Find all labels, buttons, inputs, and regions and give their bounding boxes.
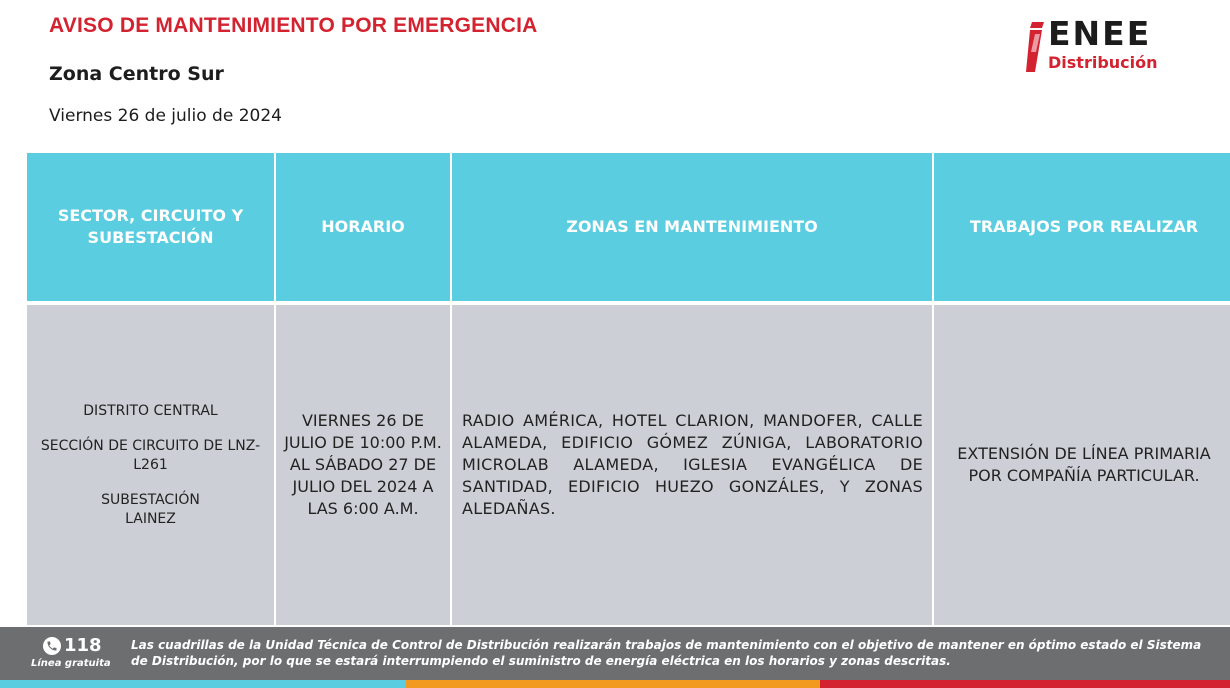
enee-logo-mark-icon [1026, 22, 1044, 72]
logo-brand: ENEE [1048, 14, 1152, 53]
sector-circuit: SECCIÓN DE CIRCUITO DE LNZ-L261 [40, 437, 261, 473]
zone-title: Zona Centro Sur [49, 63, 224, 85]
header-works: TRABAJOS POR REALIZAR [934, 153, 1230, 301]
cell-schedule [276, 305, 450, 625]
logo-subtitle: Distribución [1048, 53, 1158, 72]
schedule-text: VIERNES 26 DE JULIO DE 10:00 P.M. AL SÁBADO 27 DE JULIO DEL 2024 A LAS 6:00 A.M. [284, 411, 442, 518]
color-bar-cyan [0, 680, 406, 688]
phone-icon [43, 637, 61, 655]
color-bar-orange [406, 680, 820, 688]
cell-works [934, 305, 1230, 625]
hotline-number: 118 [64, 635, 102, 656]
notice-title: AVISO DE MANTENIMIENTO POR EMERGENCIA [49, 14, 538, 37]
maintenance-table [27, 153, 1230, 625]
header-sector: SECTOR, CIRCUITO Y SUBESTACIÓN [27, 153, 274, 301]
hotline [30, 635, 110, 675]
sector-substation: SUBESTACIÓN LAINEZ [101, 491, 200, 527]
date-line: Viernes 26 de julio de 2024 [49, 106, 282, 126]
sector-district: DISTRITO CENTRAL [83, 402, 218, 419]
color-bar-red [820, 680, 1230, 688]
header-schedule: HORARIO [276, 153, 450, 301]
footer [0, 627, 1230, 680]
zones-text: RADIO AMÉRICA, HOTEL CLARION, MANDOFER, CALLE ALAMEDA, EDIFICIO GÓMEZ ZÚNIGA, LABORATORIO MICROLAB ALAMEDA, IGLESIA EVANGÉLICA DE SANTIDAD, EDIFICIO HUEZO GONZÁLES, Y ZONAS ALEDAÑAS. [462, 411, 923, 518]
works-text: EXTENSIÓN DE LÍNEA PRIMARIA POR COMPAÑÍA PARTICULAR. [957, 444, 1211, 485]
cell-sector [27, 305, 274, 625]
footer-text: Las cuadrillas de la Unidad Técnica de Control de Distribución realizarán trabajos de mantenimiento con el objetivo de mantener en óptimo estado el Sistema de Distribución, por lo que se estará interrumpiendo el suministro de energía eléctrica en los horarios y zonas descritas. [131, 638, 1202, 668]
hotline-label: Línea gratuita [31, 658, 111, 669]
header-zones: ZONAS EN MANTENIMIENTO [452, 153, 932, 301]
cell-zones [452, 305, 932, 625]
enee-logo [1026, 14, 1198, 76]
